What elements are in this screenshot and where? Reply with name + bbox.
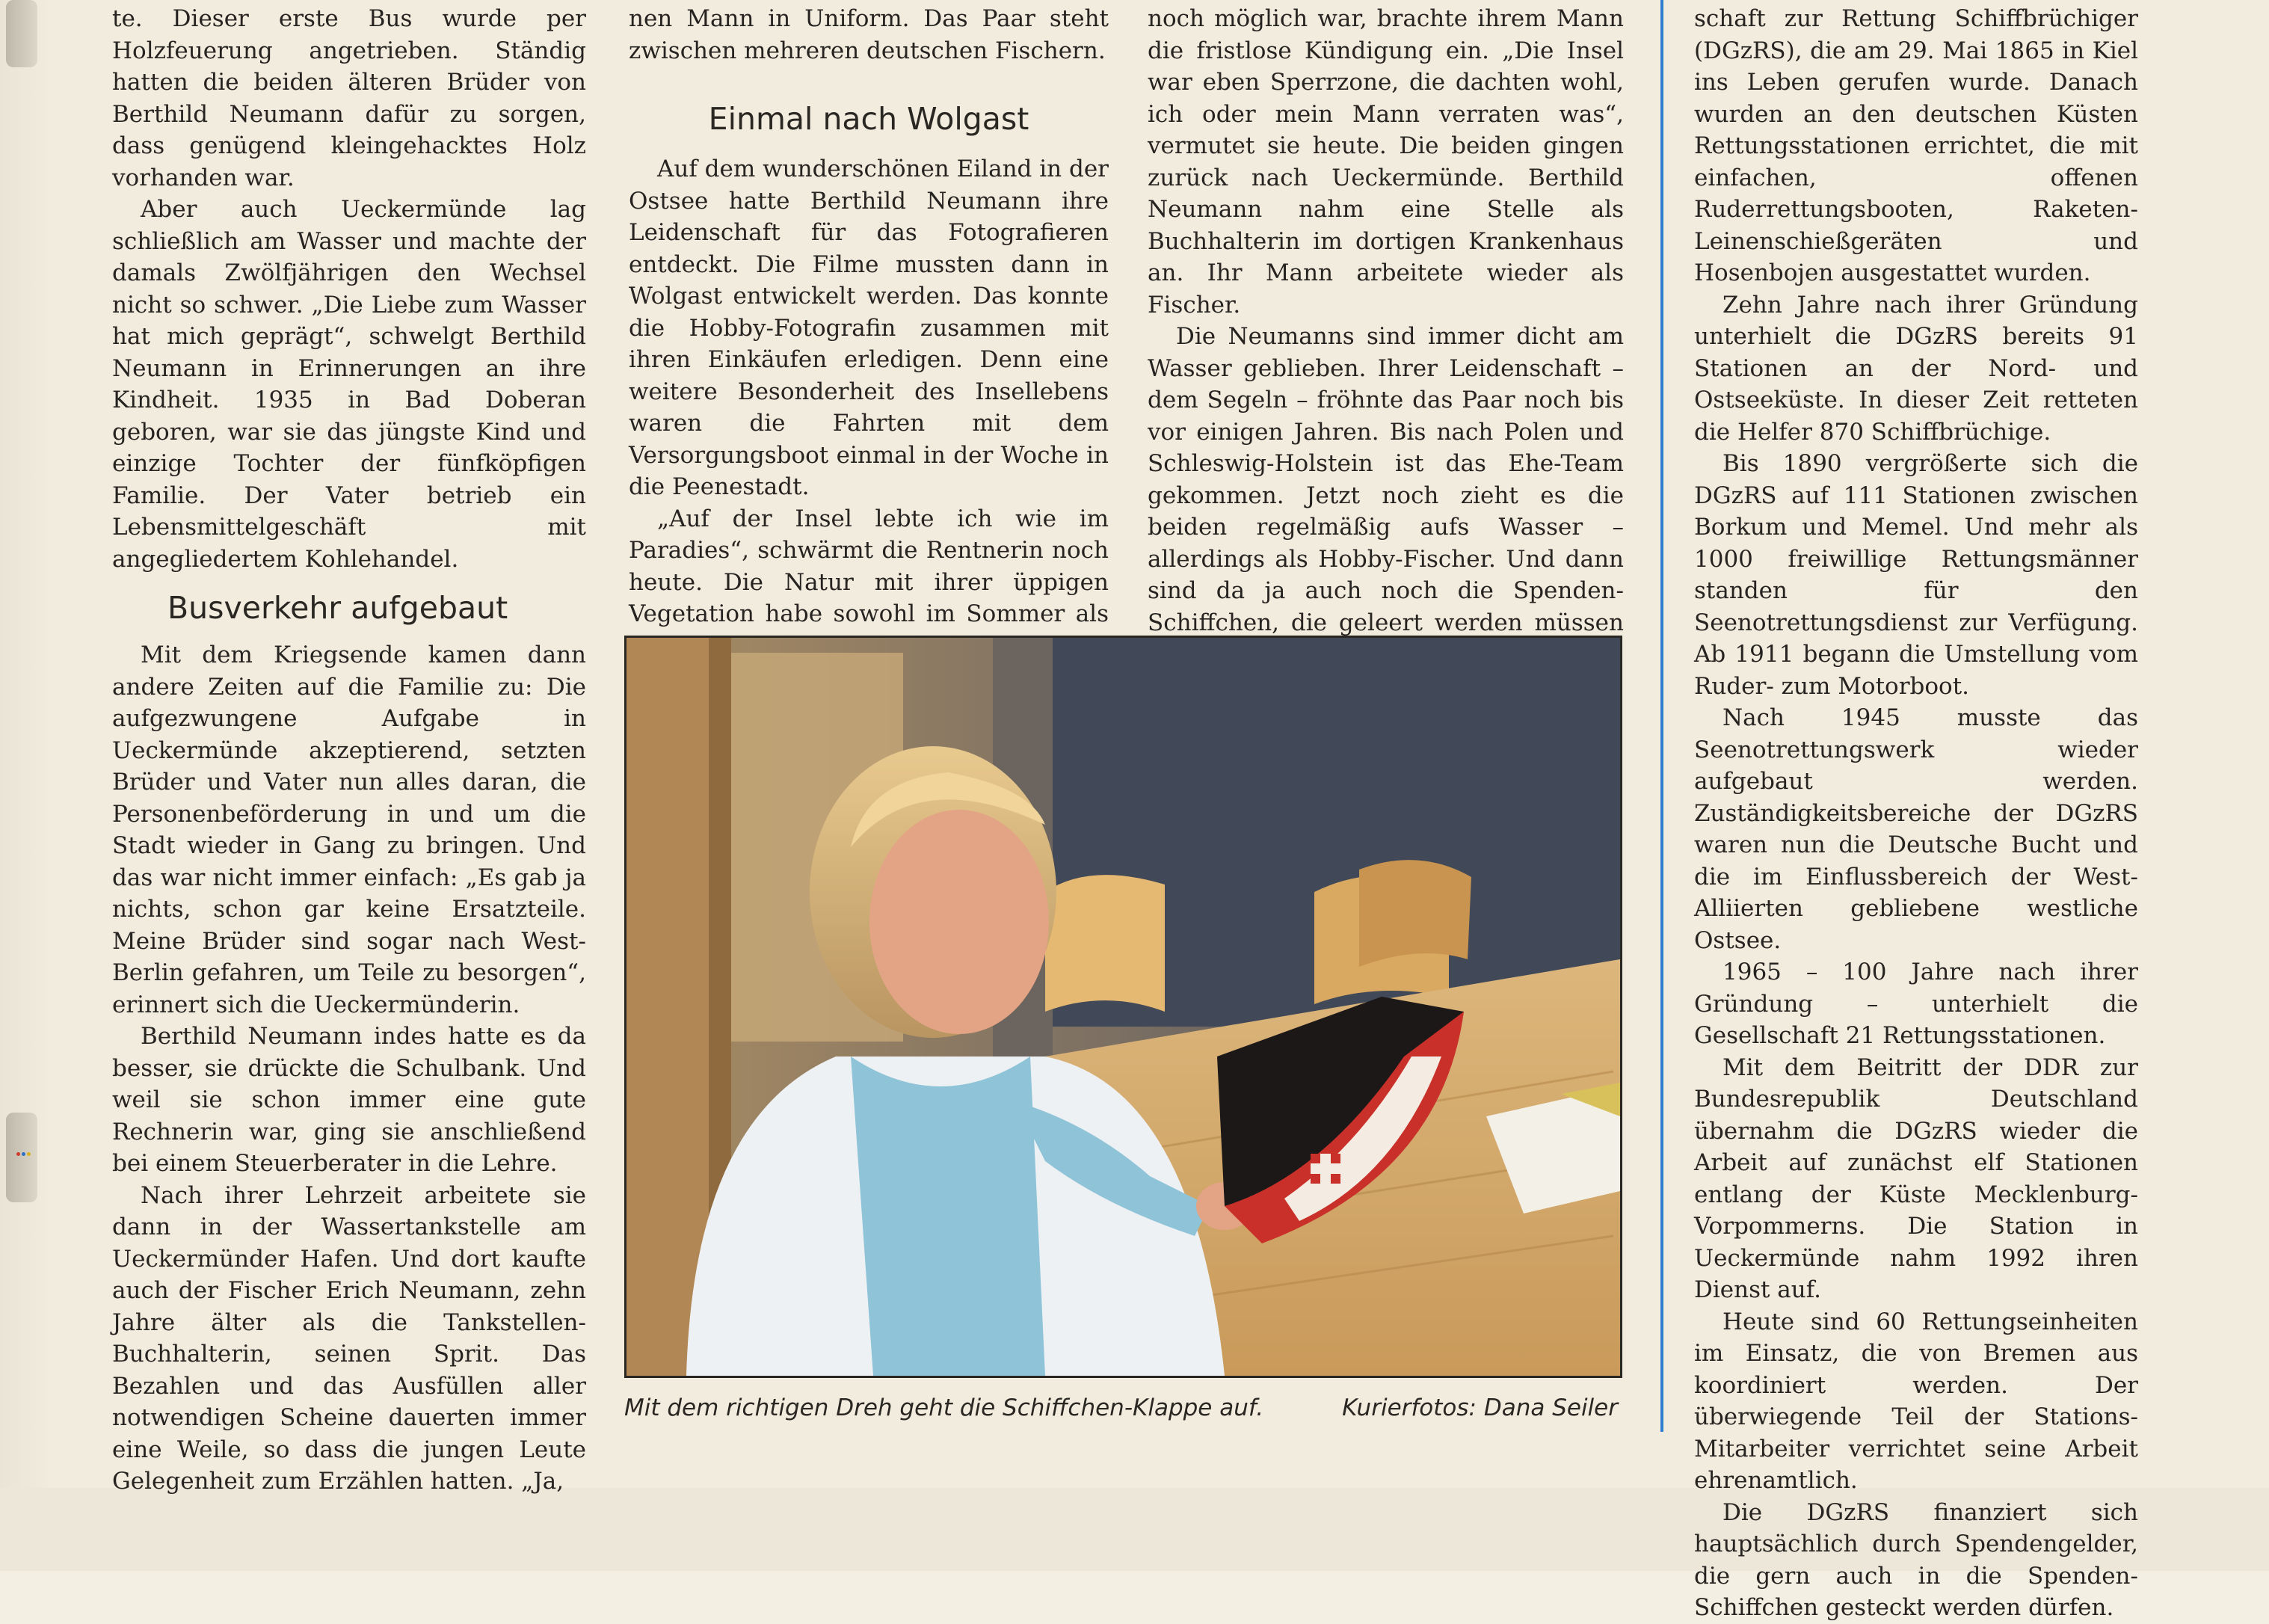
paragraph: „Auf der Insel lebte ich wie im Paradies“, schwärmt die Rentnerin noch heute. Die Natur mit ihrer üppigen Vegetation habe sowohl im Sommer als — [629, 505, 1109, 627]
photo-credit: Kurierfotos: Dana Seiler — [1342, 1394, 1618, 1421]
paragraph: Nach 1945 musste das Seenotrettungswerk wieder aufgebaut werden. Zuständigkeitsbereiche der DGzRS waren nun die Deutsche Bucht und die im Einflussbereich der West-Alliierten gebliebene westliche Ostsee. — [1694, 704, 2138, 954]
paragraph: Auf dem wunderschönen Eiland in der Ostsee hatte Berthild Neumann ihre Leidenschaft für das Fotografieren entdeckt. Die Filme mussten dann in Wolgast entwickelt werden. Das konnte die Hobby-Fotografin zusammen mit ihren Einkäufen erledigen. Denn eine weitere Besonderheit des Insellebens waren die Fahrten mit dem Versorgungsboot einmal in der Woche in die Peenestadt. — [629, 156, 1109, 500]
color-marks-icon — [16, 1152, 31, 1160]
article-column-1 — [112, 3, 586, 1498]
paragraph: 1965 – 100 Jahre nach ihrer Gründung – unterhielt die Gesellschaft 21 Rettungsstationen. — [1694, 959, 2138, 1049]
column-divider — [1660, 0, 1663, 1432]
section-heading: Einmal nach Wolgast — [708, 101, 1029, 137]
paragraph: nen Mann in Uniform. Das Paar steht zwischen mehreren deutschen Fischern. — [629, 5, 1109, 64]
caption-text: Mit dem richtigen Dreh geht die Schiffchen-Klappe auf. — [624, 1394, 1264, 1421]
paragraph: Nach ihrer Lehrzeit arbeitete sie dann in der Wassertankstelle am Ueckermünder Hafen. Und dort kaufte auch der Fischer Erich Neumann, zehn Jahre älter als die Tankstellen-Buchhalterin, seinen Sprit. Das Bezahlen und das Ausfüllen aller notwendigen Scheine dauerten immer eine Weile, so dass die jungen Leute Gelegenheit zum Erzählen hatten. „Ja, — [112, 1181, 586, 1495]
paragraph: Berthild Neumann indes hatte es da besser, sie drückte die Schulbank. Und weil sie schon immer eine gute Rechnerin war, ging sie anschließend bei einem Steuerberater in die Lehre. — [112, 1023, 586, 1177]
paragraph: Die DGzRS finanziert sich hauptsächlich durch Spendengelder, die gern auch in die Spenden-Schiffchen gesteckt werden dürfen. — [1694, 1498, 2138, 1621]
binder-tab-top — [6, 0, 37, 67]
paragraph: Mit dem Kriegsende kamen dann andere Zeiten auf die Familie zu: Die aufgezwungene Aufgabe in Ueckermünde akzeptierend, setzten Brüder und Vater nun alles daran, die Personenbeförderung in und um die Stadt wieder in Gang zu bringen. Und das war nicht immer einfach: „Es gab ja nichts, schon gar keine Ersatzteile. Meine Brüder sind sogar nach West-Berlin gefahren, um Teile zu besorgen“, erinnert sich die Ueckermünderin. — [112, 642, 586, 1018]
paragraph: Heute sind 60 Rettungseinheiten im Einsatz, die von Bremen aus koordiniert werden. Der überwiegende Teil der Stations-Mitarbeiter verrichtet seine Arbeit ehrenamtlich. — [1694, 1308, 2138, 1494]
article-column-3 — [1148, 3, 1624, 671]
paragraph: Bis 1890 vergrößerte sich die DGzRS auf 111 Stationen zwischen Borkum und Memel. Und mehr als 1000 freiwillige Rettungsmänner standen für den Seenotrettungsdienst zur Verfügung. Ab 1911 begann die Umstellung vom Ruder- zum Motorboot. — [1694, 450, 2138, 700]
paragraph: Mit dem Beitritt der DDR zur Bundesrepublik Deutschland übernahm die DGzRS wieder die Arbeit auf zunächst elf Stationen entlang der Küste Mecklenburg-Vorpommerns. Die Station in Ueckermünde nahm 1992 ihren Dienst auf. — [1694, 1054, 2138, 1303]
info-column — [1694, 3, 2138, 1624]
paragraph: Die Neumanns sind immer dicht am Wasser geblieben. Ihrer Leidenschaft – dem Segeln – fröhnte das Paar noch bis vor einigen Jahren. Bis nach Polen und Schleswig-Holstein ist das Ehe-Team gekommen. Jetzt noch zieht es die beiden regelmäßig aufs Wasser – allerdings als Hobby-Fischer. Und dann sind da ja auch noch die Spenden-Schiffchen, die geleert werden müssen — [1148, 323, 1624, 636]
section-heading: Busverkehr aufgebaut — [167, 590, 508, 626]
paragraph: schaft zur Rettung Schiffbrüchiger (DGzRS), die am 29. Mai 1865 in Kiel ins Leben gerufen wurde. Danach wurden an den deutschen Küsten Rettungsstationen errichtet, die mit einfachen, offenen Ruderrettungsbooten, Raketen-Leinenschießgeräten und Hosenbojen ausgestattet wurden. — [1694, 5, 2138, 286]
photo-caption — [624, 1391, 1622, 1425]
paragraph: noch möglich war, brachte ihrem Mann die fristlose Kündigung ein. „Die Insel war eben Sperrzone, die dachten wohl, ich oder mein Mann verraten was“, vermutet sie heute. Die beiden gingen zurück nach Ueckermünde. Berthild Neumann nahm eine Stelle als Buchhalterin im dortigen Krankenhaus an. Ihr Mann arbeitete wieder als Fischer. — [1148, 5, 1624, 319]
paragraph: Aber auch Ueckermünde lag schließlich am Wasser und machte der damals Zwölfjährigen den Wechsel nicht so schwer. „Die Liebe zum Wasser hat mich geprägt“, schwelgt Berthild Neumann in Erinnerungen an ihre Kindheit. 1935 in Bad Doberan geboren, war sie das jüngste Kind und einzige Tochter der fünfköpfigen Familie. Der Vater betrieb ein Lebensmittelgeschäft mit angegliedertem Kohlehandel. — [112, 196, 586, 573]
paragraph: te. Dieser erste Bus wurde per Holzfeuerung angetrieben. Ständig hatten die beiden älteren Brüder von Berthild Neumann dafür zu sorgen, dass genügend kleingehacktes Holz vorhanden war. — [112, 5, 586, 191]
paragraph: Zehn Jahre nach ihrer Gründung unterhielt die DGzRS bereits 91 Stationen an der Nord- und Ostseeküste. In dieser Zeit retteten die Helfer 870 Schiffbrüchige. — [1694, 291, 2138, 446]
news-photo — [624, 636, 1622, 1378]
page-edge-shadow — [0, 0, 52, 1571]
article-column-2 — [629, 3, 1109, 662]
